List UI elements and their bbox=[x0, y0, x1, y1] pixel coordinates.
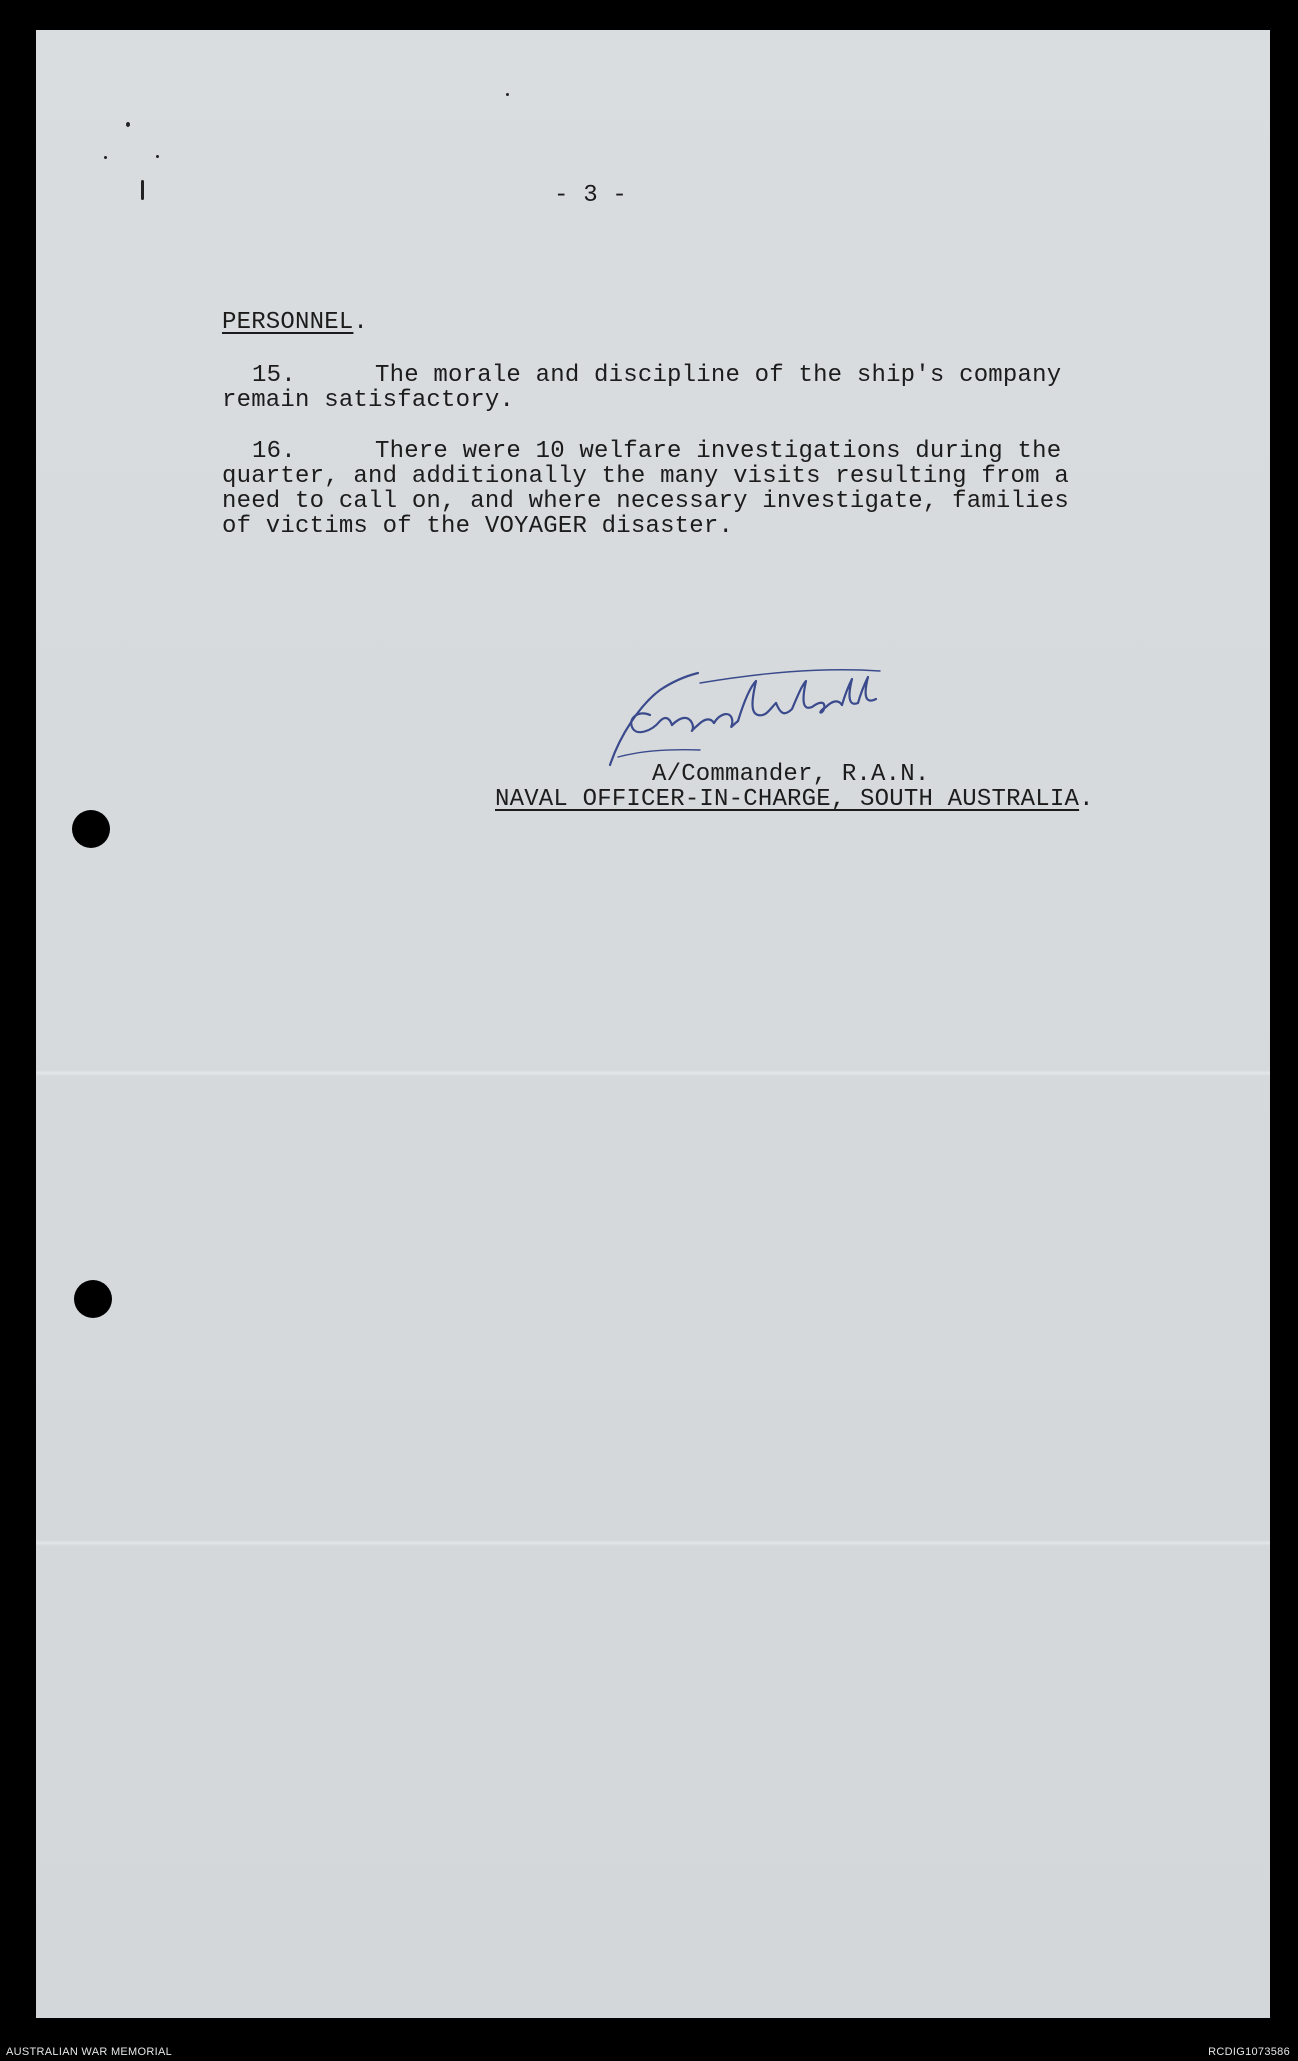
signatory-rank: A/Commander, R.A.N. bbox=[652, 761, 930, 788]
page-number: - 3 - bbox=[554, 182, 628, 209]
footer-record-id: RCDIG1073586 bbox=[1208, 2046, 1290, 2058]
paper-speck bbox=[156, 155, 159, 158]
footer-source: AUSTRALIAN WAR MEMORIAL bbox=[6, 2046, 173, 2058]
handwritten-signature bbox=[580, 655, 940, 775]
section-heading bbox=[222, 307, 368, 338]
paper-speck bbox=[141, 180, 144, 200]
paper-speck bbox=[126, 122, 130, 127]
paper-fold bbox=[36, 1540, 1270, 1546]
punch-hole bbox=[74, 1280, 112, 1318]
paragraph-number: 15. bbox=[252, 362, 296, 389]
section-heading-text: PERSONNEL bbox=[222, 309, 354, 336]
signatory-title bbox=[495, 784, 1094, 815]
punch-hole bbox=[72, 810, 110, 848]
paragraph-line: quarter, and additionally the many visits resulting from a bbox=[222, 463, 1069, 490]
signatory-title-text: NAVAL OFFICER-IN-CHARGE, SOUTH AUSTRALIA bbox=[495, 786, 1080, 813]
paper-speck bbox=[506, 93, 509, 96]
paragraph-line: The morale and discipline of the ship's company bbox=[375, 362, 1062, 389]
paper-fold bbox=[36, 1070, 1270, 1076]
paragraph-number: 16. bbox=[252, 438, 296, 465]
paragraph-line: remain satisfactory. bbox=[222, 387, 515, 414]
paragraph-line: of victims of the VOYAGER disaster. bbox=[222, 513, 734, 540]
signatory-title-suffix: . bbox=[1079, 786, 1094, 813]
paragraph-line: need to call on, and where necessary investigate, families bbox=[222, 488, 1069, 515]
section-heading-suffix: . bbox=[353, 309, 369, 336]
paper-speck bbox=[104, 156, 107, 159]
paragraph-line: There were 10 welfare investigations during the bbox=[375, 438, 1062, 465]
